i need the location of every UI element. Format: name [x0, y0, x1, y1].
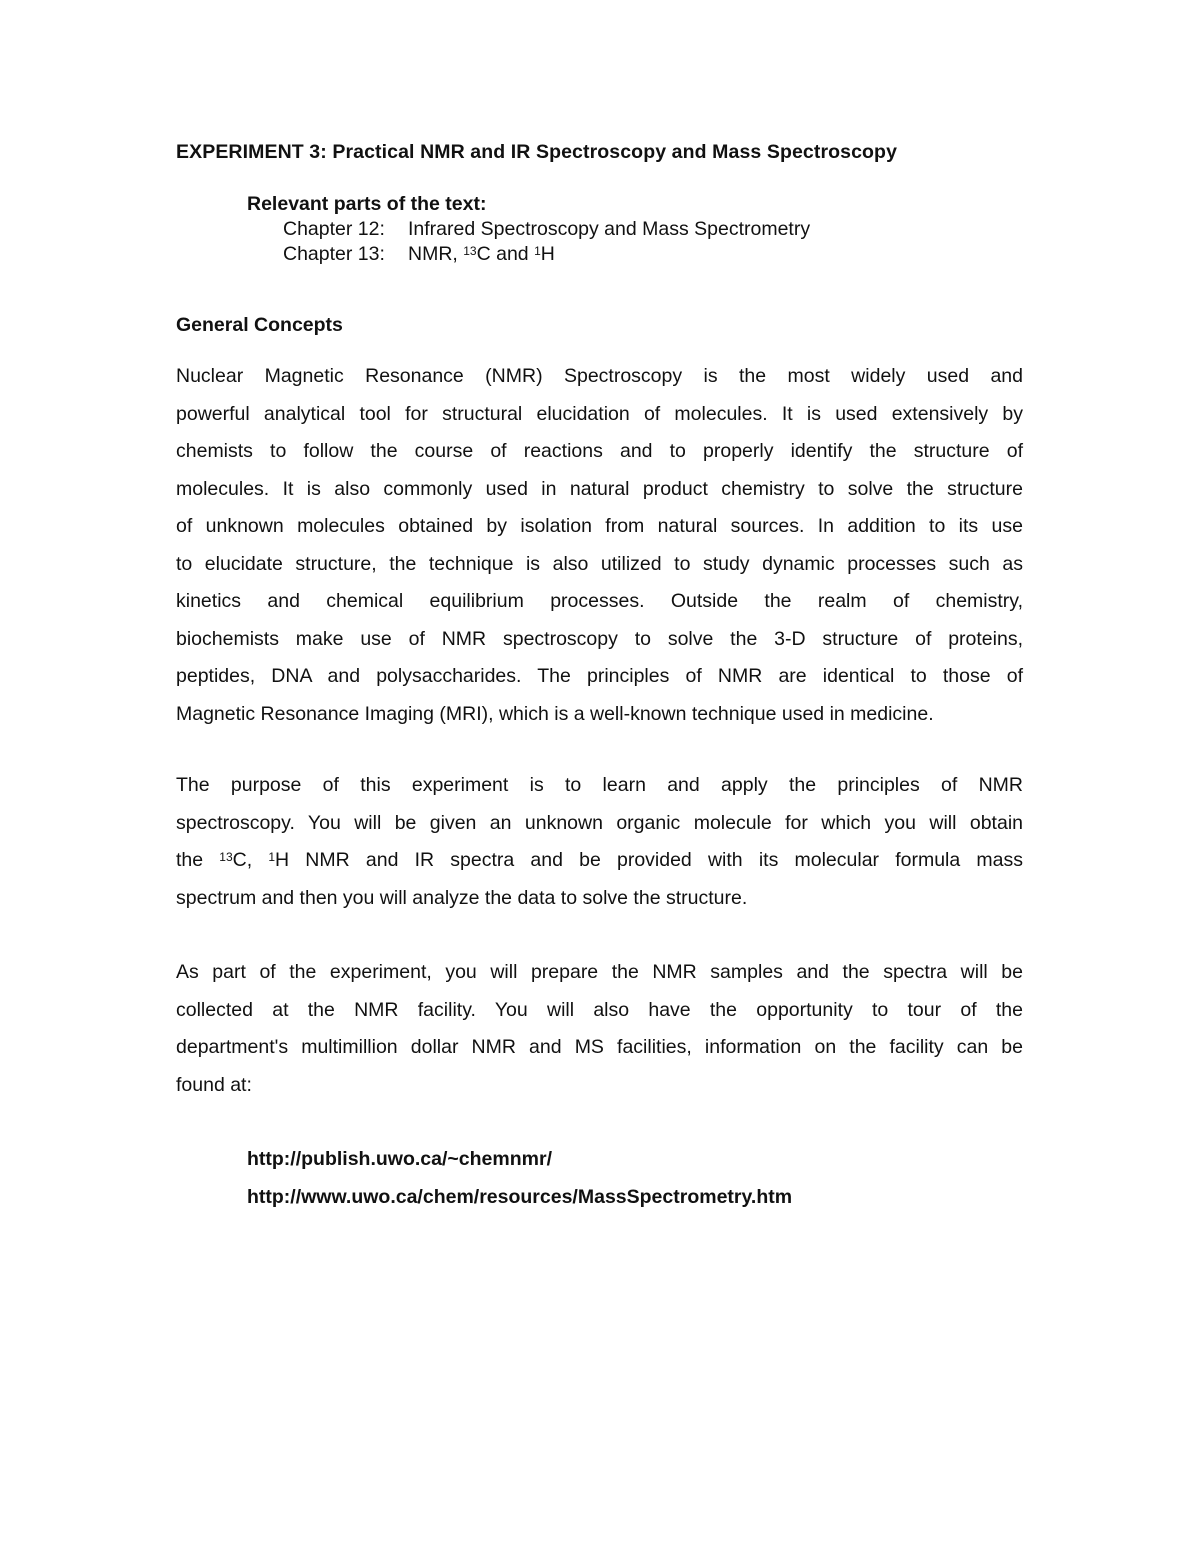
paragraph-line: The purpose of this experiment is to learn and apply the principles of NMR: [176, 774, 1023, 796]
paragraph-line: of unknown molecules obtained by isolation from natural sources. In addition to its use: [176, 515, 1023, 537]
paragraph-line: spectroscopy. You will be given an unknown organic molecule for which you will obtain: [176, 811, 1023, 834]
paragraph-nmr-overview: [176, 358, 1023, 733]
paragraph-line: As part of the experiment, you will prepare the NMR samples and the spectra will be: [176, 961, 1023, 983]
paragraph-line-with-superscripts: [176, 842, 1023, 880]
superscript-1: 1: [268, 850, 276, 864]
chapter-13-text-a: NMR,: [408, 243, 458, 265]
paragraph-line: Magnetic Resonance Imaging (MRI), which is a well-known technique used in medicine.: [176, 702, 934, 725]
paragraph-line: found at:: [176, 1073, 252, 1096]
paragraph-line: spectrum and then you will analyze the data to solve the structure.: [176, 886, 748, 909]
references-heading: Relevant parts of the text:: [247, 193, 487, 215]
line3-text-b: C,: [232, 849, 253, 871]
mass-spectrometry-link[interactable]: http://www.uwo.ca/chem/resources/MassSpectrometry.htm: [247, 1185, 793, 1208]
paragraph-line: molecules. It is also commonly used in natural product chemistry to solve the structure: [176, 477, 1023, 500]
paragraph-line: collected at the NMR facility. You will also have the opportunity to tour of the: [176, 998, 1023, 1021]
reference-chapter-12: [247, 217, 810, 242]
chapter-13-text-b: C and: [476, 243, 529, 265]
chapter-13-text-c: H: [540, 243, 555, 265]
paragraph-line: chemists to follow the course of reactions and to properly identify the structure of: [176, 440, 1023, 462]
superscript-13: 13: [219, 850, 233, 864]
paragraph-line: Nuclear Magnetic Resonance (NMR) Spectroscopy is the most widely used and: [176, 365, 1023, 387]
chapter-12-text: Infrared Spectroscopy and Mass Spectrometry: [408, 218, 811, 240]
paragraph-experiment-purpose: [176, 767, 1023, 917]
reference-chapter-13: [247, 242, 810, 267]
superscript-13: 13: [463, 244, 477, 258]
paragraph-line: powerful analytical tool for structural elucidation of molecules. It is used extensively by: [176, 402, 1023, 425]
chapter-13-label: Chapter 13:: [283, 243, 385, 265]
paragraph-line: peptides, DNA and polysaccharides. The principles of NMR are identical to those of: [176, 665, 1023, 687]
paragraph-line: kinetics and chemical equilibrium processes. Outside the realm of chemistry,: [176, 590, 1023, 612]
paragraph-line: to elucidate structure, the technique is also utilized to study dynamic processes such as: [176, 552, 1023, 575]
line3-text-a: the: [176, 849, 204, 871]
paragraph-line: biochemists make use of NMR spectroscopy to solve the 3-D structure of proteins,: [176, 627, 1023, 650]
paragraph-line: department's multimillion dollar NMR and MS facilities, information on the facility can be: [176, 1036, 1023, 1058]
general-concepts-heading: General Concepts: [176, 314, 343, 336]
nmr-facility-link[interactable]: http://publish.uwo.ca/~chemnmr/: [247, 1148, 552, 1170]
paragraph-facility-info: [176, 954, 1023, 1104]
line3-text-c: H NMR and IR spectra and be provided with its molecular formula mass: [275, 849, 1023, 871]
document-title: EXPERIMENT 3: Practical NMR and IR Spectroscopy and Mass Spectroscopy: [176, 141, 898, 163]
chapter-12-label: Chapter 12:: [283, 218, 385, 240]
relevant-text-references: [247, 191, 810, 267]
superscript-1: 1: [534, 244, 541, 258]
facility-links: [247, 1141, 792, 1216]
